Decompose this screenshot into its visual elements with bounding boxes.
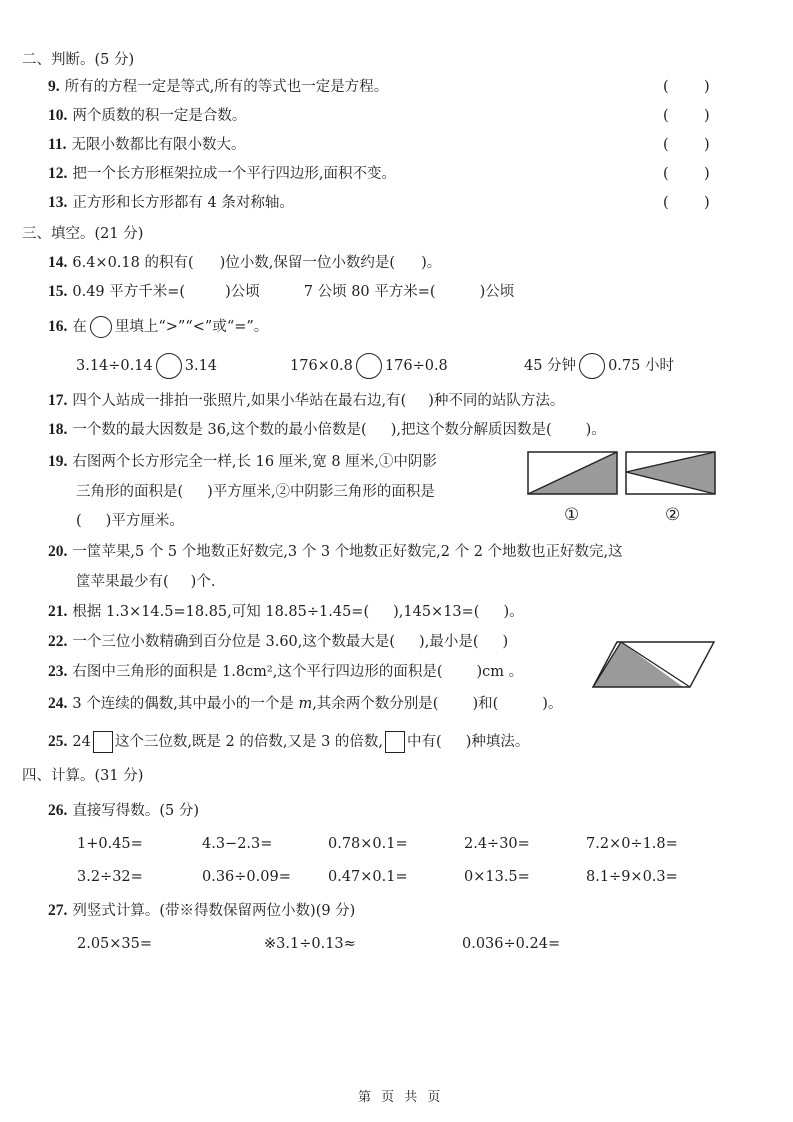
comparison-left: 45 分钟 [524, 358, 577, 374]
question-text: 在 [72, 319, 87, 335]
question-text: 右图中三角形的面积是 1.8cm²,这个平行四边形的面积是( [72, 664, 443, 680]
question-text: 直接写得数。(5 分) [72, 803, 200, 819]
question-27 [48, 901, 355, 921]
question-19-line3 [76, 511, 184, 531]
question-number: 14. [48, 254, 68, 271]
comparison-right: 3.14 [184, 358, 218, 374]
question-19-line2 [76, 482, 435, 502]
comparison-left: 176×0.8 [290, 358, 353, 374]
question-13 [48, 193, 294, 213]
question-16 [48, 316, 268, 338]
question-text: 筐苹果最少有( [76, 574, 169, 590]
calc-2-4[interactable]: 0×13.5= [464, 869, 530, 885]
question-text: )公顷 [225, 284, 260, 300]
question-text: ),把这个数分解质因数是( [390, 422, 552, 438]
square-box-icon [385, 731, 405, 753]
comparison-left: 3.14÷0.14 [76, 358, 153, 374]
paren-close: ) [704, 137, 710, 153]
question-number: 25. [48, 733, 68, 750]
question-text: 列竖式计算。(带※得数保留两位小数)(9 分) [72, 903, 356, 919]
question-text: )。 [421, 255, 442, 271]
question-23 [48, 662, 523, 682]
compare-circle-input[interactable] [156, 353, 182, 379]
question-text: 3 个连续的偶数,其中最小的一个是 [72, 696, 299, 712]
question-number: 22. [48, 633, 68, 650]
question-text: )种不同的站队方法。 [428, 393, 565, 409]
question-25 [48, 731, 529, 753]
compare-circle-input[interactable] [356, 353, 382, 379]
paren-open: ( [663, 195, 669, 211]
question-18 [48, 420, 606, 440]
question-number: 19. [48, 453, 68, 470]
question-text: 一个三位小数精确到百分位是 3.60,这个数最大是( [72, 634, 396, 650]
question-text: 中有( [407, 734, 442, 750]
question-text: 7 公顷 80 平方米=( [303, 284, 436, 300]
question-number: 17. [48, 392, 68, 409]
question-17 [48, 391, 564, 411]
vertical-calc-1[interactable]: 2.05×35= [77, 936, 153, 952]
paren-open: ( [663, 166, 669, 182]
question-text: 0.49 平方千米=( [72, 284, 186, 300]
calc-1-1[interactable]: 1+0.45= [77, 836, 143, 852]
calc-2-3[interactable]: 0.47×0.1= [328, 869, 408, 885]
calc-2-2[interactable]: 0.36÷0.09= [202, 869, 291, 885]
paren-close: ) [704, 166, 710, 182]
question-text: 24 [72, 734, 91, 750]
question-text: 无限小数都比有限小数大。 [71, 137, 246, 153]
question-text: )。 [503, 604, 524, 620]
question-12 [48, 164, 396, 184]
question-text: 把一个长方形框架拉成一个平行四边形,面积不变。 [72, 166, 396, 182]
question-number: 23. [48, 663, 68, 680]
question-number: 11. [48, 136, 67, 153]
question-19 [48, 452, 437, 472]
section-2-title: 二、判断。(5 分) [22, 52, 135, 68]
question-text: )位小数,保留一位小数约是( [219, 255, 396, 271]
question-text: 根据 1.3×14.5=18.85,可知 18.85÷1.45=( [72, 604, 370, 620]
question-text: ( [76, 513, 82, 529]
calc-1-5[interactable]: 7.2×0÷1.8= [586, 836, 678, 852]
question-20 [48, 542, 623, 562]
calc-1-2[interactable]: 4.3−2.3= [202, 836, 273, 852]
comparison-2 [290, 353, 448, 379]
vertical-calc-2[interactable]: ※3.1÷0.13≈ [264, 936, 356, 952]
question-text: )。 [542, 696, 563, 712]
question-number: 20. [48, 543, 68, 560]
question-text: 右图两个长方形完全一样,长 16 厘米,宽 8 厘米,①中阴影 [72, 454, 437, 470]
question-number: 12. [48, 165, 68, 182]
question-number: 10. [48, 107, 68, 124]
paren-open: ( [663, 108, 669, 124]
question-text: )种填法。 [465, 734, 530, 750]
digit-box-input[interactable] [93, 731, 113, 753]
question-text: ) [502, 634, 509, 650]
question-20-line2 [76, 572, 215, 592]
vertical-calc-3[interactable]: 0.036÷0.24= [462, 936, 561, 952]
question-text: 两个质数的积一定是合数。 [72, 108, 247, 124]
question-11 [48, 135, 246, 155]
question-text: 6.4×0.18 的积有( [72, 255, 194, 271]
question-26 [48, 801, 199, 821]
parallelogram-figure [592, 638, 716, 690]
question-text: ),最小是( [419, 634, 479, 650]
comparison-right: 0.75 小时 [608, 358, 674, 374]
question-text: )个. [190, 574, 216, 590]
question-text: 所有的方程一定是等式,所有的等式也一定是方程。 [64, 79, 389, 95]
question-number: 27. [48, 902, 68, 919]
question-22 [48, 632, 508, 652]
question-number: 18. [48, 421, 68, 438]
question-number: 9. [48, 78, 60, 95]
question-text: )公顷 [479, 284, 515, 300]
page-footer: 第 页 共 页 [358, 1090, 444, 1105]
comparison-right: 176÷0.8 [384, 358, 448, 374]
question-14 [48, 253, 441, 273]
rectangle-figure-1 [527, 450, 619, 495]
question-text: )cm 。 [476, 664, 524, 680]
question-text: 四个人站成一排拍一张照片,如果小华站在最右边,有( [72, 393, 407, 409]
question-text: 一筐苹果,5 个 5 个地数正好数完,3 个 3 个地数正好数完,2 个 2 个地数也正好数完,这 [72, 544, 623, 560]
paren-close: ) [704, 195, 710, 211]
calc-2-1[interactable]: 3.2÷32= [77, 869, 143, 885]
compare-circle-input[interactable] [579, 353, 605, 379]
question-9 [48, 77, 388, 97]
question-number: 15. [48, 283, 68, 300]
rectangle-figure-2 [625, 450, 717, 495]
question-text: )。 [585, 422, 606, 438]
comparison-1 [76, 353, 217, 379]
variable-m: m [298, 696, 313, 712]
question-text: )平方厘米,②中阴影三角形的面积是 [207, 484, 435, 500]
question-number: 21. [48, 603, 68, 620]
question-10 [48, 106, 246, 126]
comparison-3 [524, 353, 674, 379]
calc-1-4[interactable]: 2.4÷30= [464, 836, 530, 852]
question-text: )平方厘米。 [105, 513, 184, 529]
section-4-title: 四、计算。(31 分) [22, 768, 144, 784]
paren-close: ) [704, 79, 710, 95]
question-text: )和( [472, 696, 499, 712]
question-text: 这个三位数,既是 2 的倍数,又是 3 的倍数, [114, 734, 384, 750]
question-number: 26. [48, 802, 68, 819]
calc-2-5[interactable]: 8.1÷9×0.3= [586, 869, 678, 885]
question-number: 13. [48, 194, 68, 211]
paren-open: ( [663, 137, 669, 153]
figure-label-2: ② [665, 505, 681, 525]
circle-icon [90, 316, 112, 338]
question-text: ),145×13=( [393, 604, 480, 620]
paren-open: ( [663, 79, 669, 95]
figure-label-1: ① [564, 505, 580, 525]
question-24 [48, 694, 562, 714]
question-number: 16. [48, 318, 68, 335]
question-15 [48, 282, 514, 302]
section-3-title: 三、填空。(21 分) [22, 226, 144, 242]
question-text: 一个数的最大因数是 36,这个数的最小倍数是( [72, 422, 367, 438]
question-text: 里填上“>”“<”或“=”。 [114, 319, 269, 335]
question-text: 正方形和长方形都有 4 条对称轴。 [72, 195, 294, 211]
question-21 [48, 602, 524, 622]
question-text: 三角形的面积是( [76, 484, 184, 500]
calc-1-3[interactable]: 0.78×0.1= [328, 836, 408, 852]
question-text: ,其余两个数分别是( [312, 696, 439, 712]
paren-close: ) [704, 108, 710, 124]
question-number: 24. [48, 695, 68, 712]
